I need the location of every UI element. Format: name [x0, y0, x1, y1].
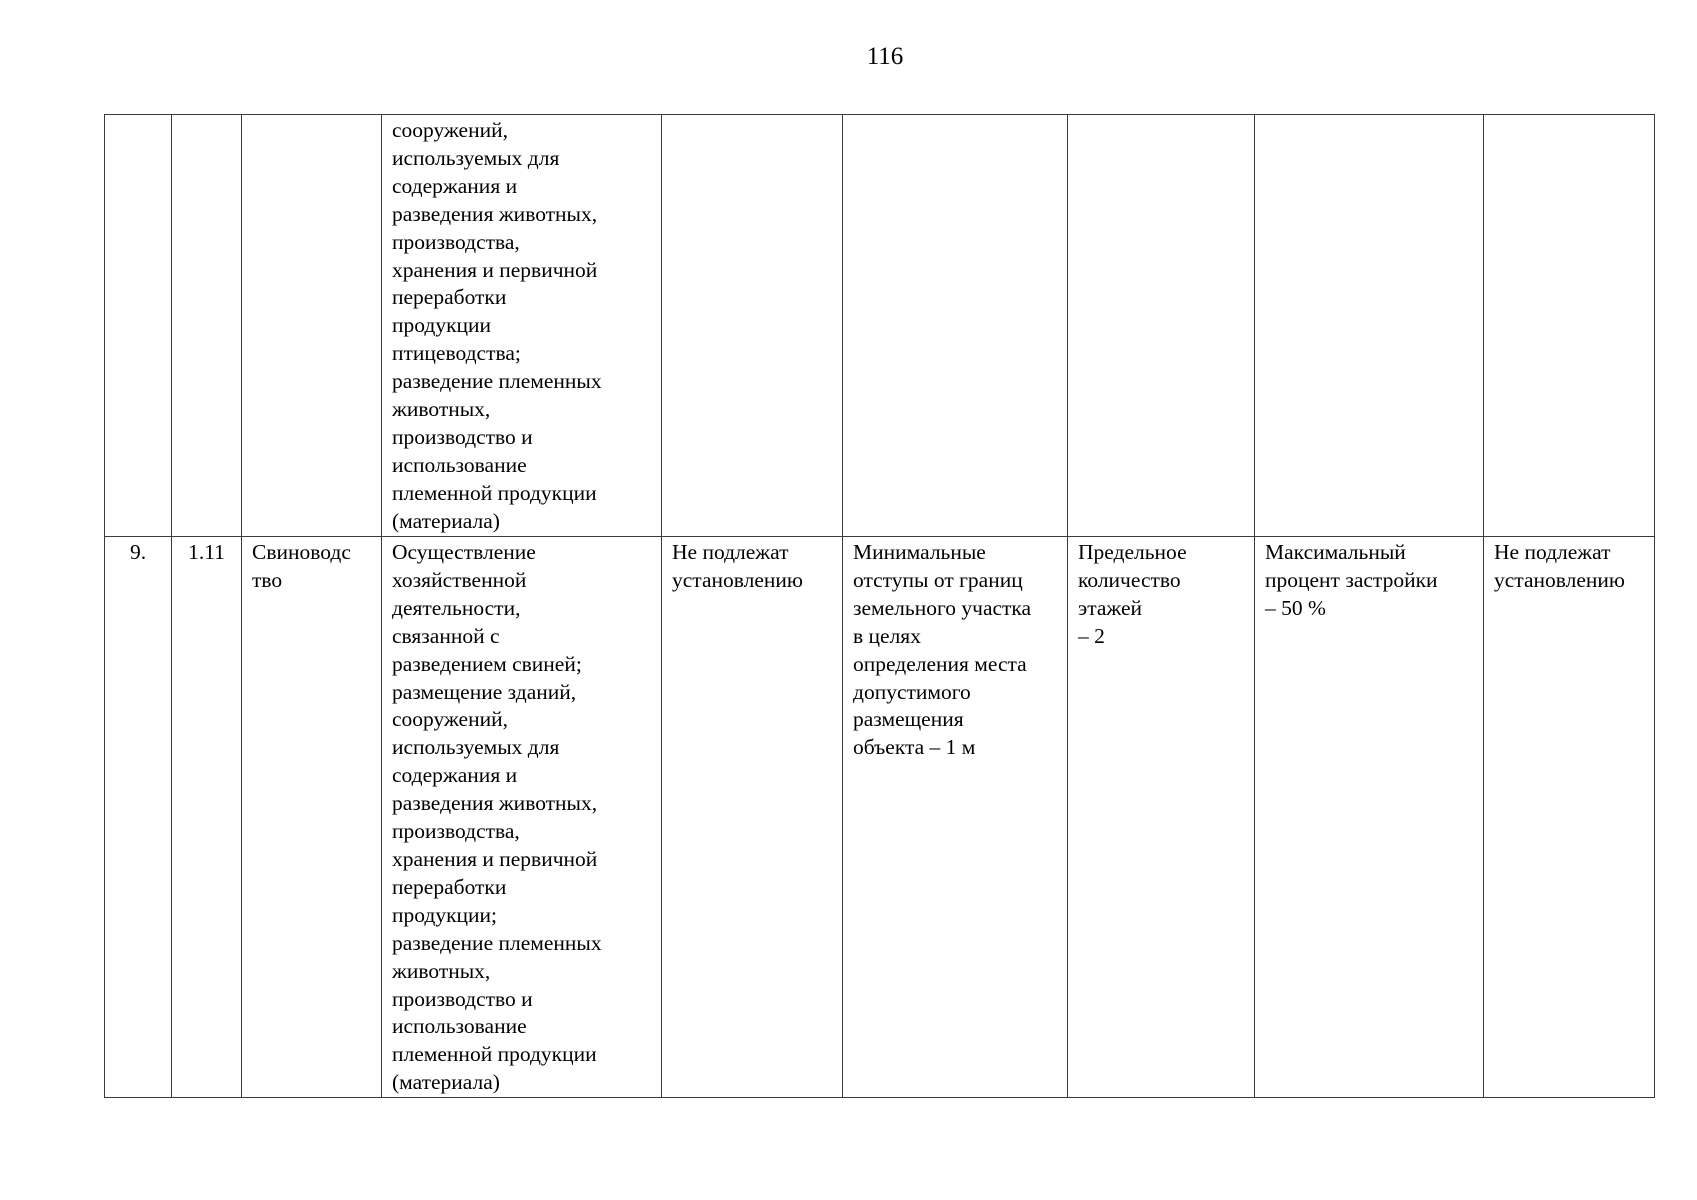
plot-size-cell: Не подлежат установлению	[662, 537, 843, 1098]
other-params-cell: Не подлежат установлению	[1484, 537, 1655, 1098]
coverage-cell: Максимальный процент застройки – 50 %	[1255, 537, 1484, 1098]
use-name-cell: Свиноводс тво	[242, 537, 382, 1098]
floors-cell: Предельное количество этажей – 2	[1068, 537, 1255, 1098]
coverage-cell	[1255, 115, 1484, 537]
plot-size-cell	[662, 115, 843, 537]
setbacks-cell	[843, 115, 1068, 537]
use-code-cell: 1.11	[172, 537, 242, 1098]
use-name-cell	[242, 115, 382, 537]
use-description-cell: сооружений, используемых для содержания и разведения животных, производства, хранения и первичной переработки продукции птицеводства; разведение племенных животных, производство и использование племенной продукции (материала)	[382, 115, 662, 537]
zoning-regulations-table	[104, 114, 1655, 1098]
table-row	[105, 537, 1655, 1098]
other-params-cell	[1484, 115, 1655, 537]
floors-cell	[1068, 115, 1255, 537]
use-code-cell	[172, 115, 242, 537]
row-number-cell	[105, 115, 172, 537]
row-number-cell: 9.	[105, 537, 172, 1098]
page-number: 116	[866, 43, 904, 70]
setbacks-cell: Минимальные отступы от границ земельного участка в целях определения места допустимого размещения объекта – 1 м	[843, 537, 1068, 1098]
use-description-cell: Осуществление хозяйственной деятельности, связанной с разведением свиней; размещение зданий, сооружений, используемых для содержания и разведения животных, производства, хранения и первичной переработки продукции; разведение племенных животных, производство и использование племенной продукции (материала)	[382, 537, 662, 1098]
table-row	[105, 115, 1655, 537]
